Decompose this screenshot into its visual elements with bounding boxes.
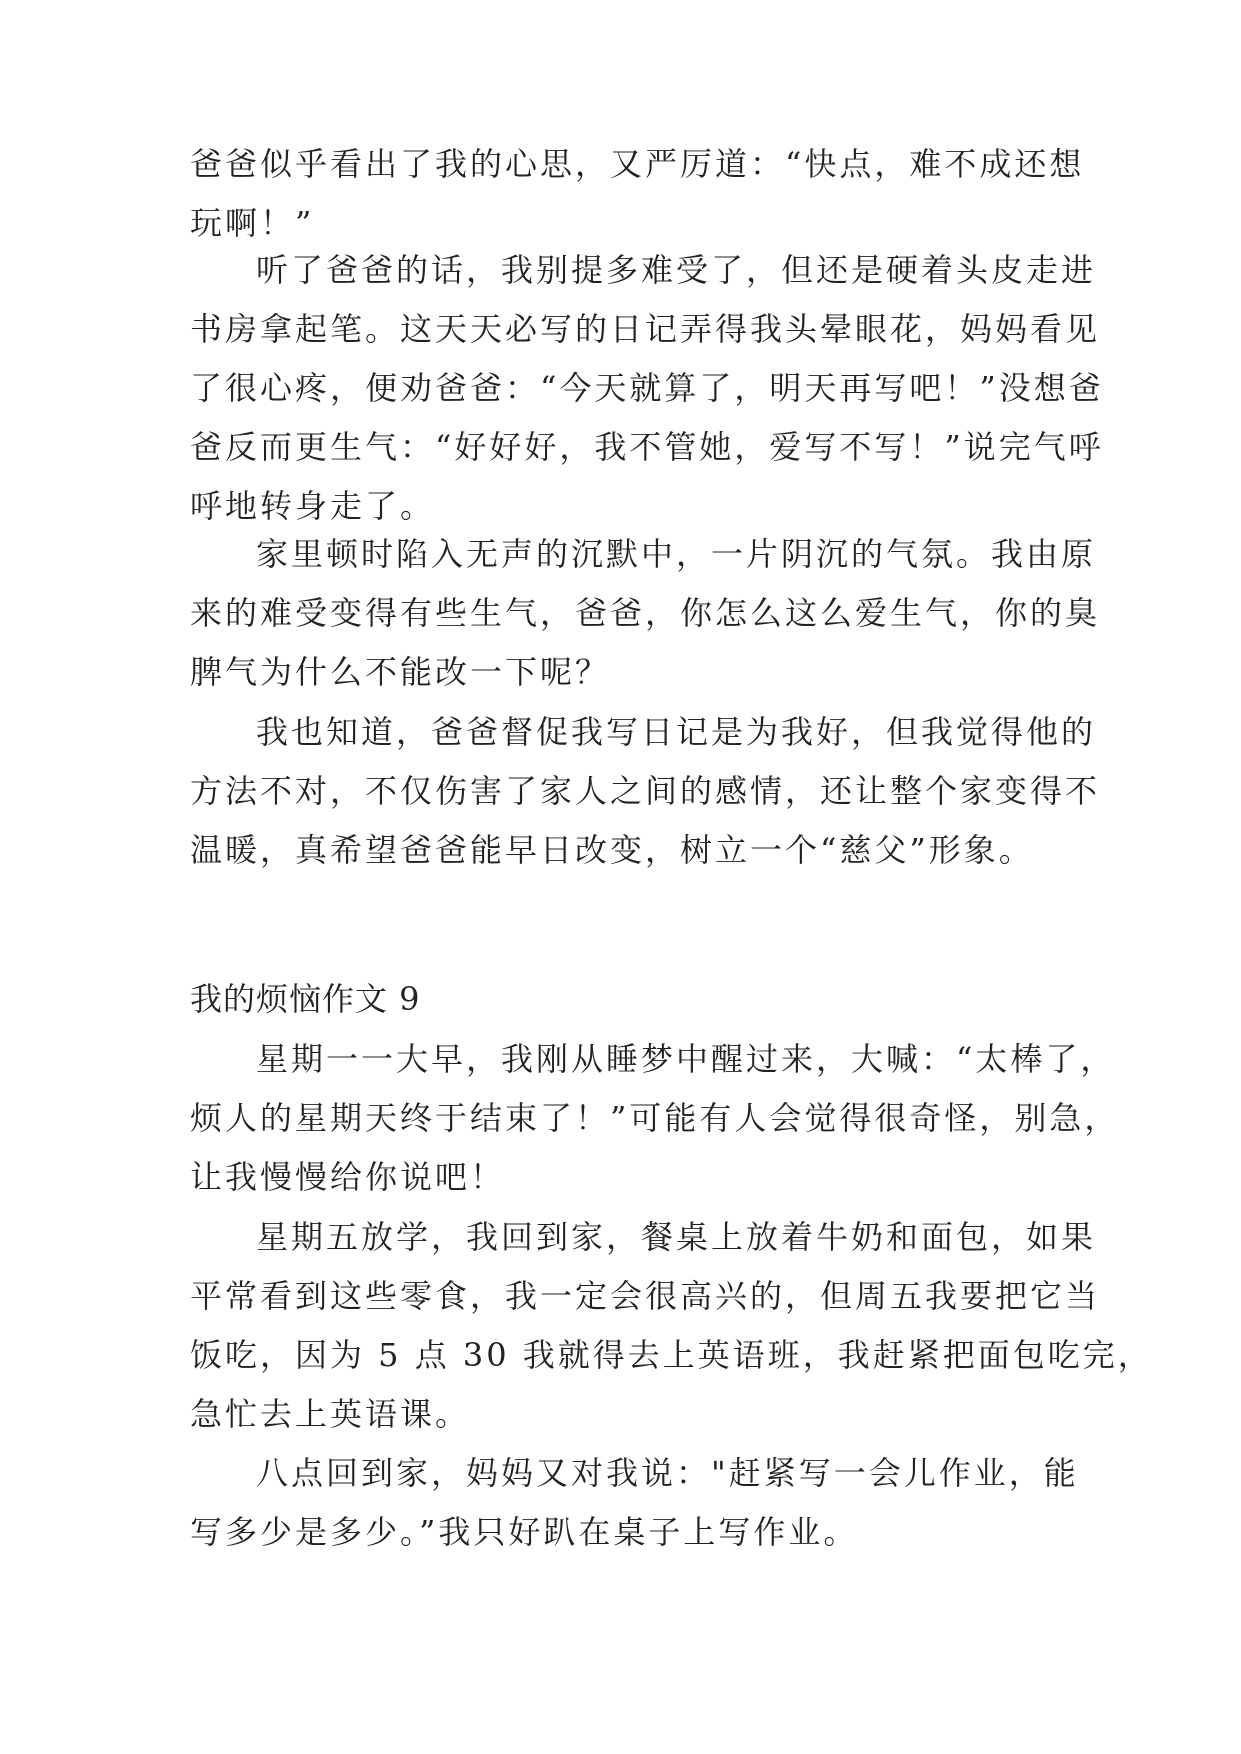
text-line: 平常看到这些零食，我一定会很高兴的，但周五我要把它当: [190, 1277, 1101, 1315]
text-line: 饭吃，因为 5 点 30 我就得去上英语班，我赶紧把面包吃完，: [190, 1336, 1153, 1374]
text-line: 家里顿时陷入无声的沉默中，一片阴沉的气氛。我由原: [256, 535, 1097, 573]
text-line: 我也知道，爸爸督促我写日记是为我好，但我觉得他的: [256, 713, 1097, 751]
paragraph-5: [190, 1030, 1120, 1207]
text-line: 急忙去上英语课。: [190, 1395, 471, 1433]
paragraph-2: [190, 241, 1104, 536]
section-heading: 我的烦恼作文 9: [190, 980, 421, 1018]
text-line: 呼地转身走了。: [190, 487, 436, 525]
text-line: 脾气为什么不能改一下呢？: [190, 653, 611, 691]
text-line: 星期一一大早，我刚从睡梦中醒过来，大喊：“太棒了，: [256, 1040, 1116, 1078]
paragraph-7: [190, 1444, 1079, 1562]
paragraph-4: [190, 703, 1101, 880]
text-line: 了很心疼，便劝爸爸：“今天就算了，明天再写吧！”没想爸: [190, 369, 1104, 407]
text-line: 听了爸爸的话，我别提多难受了，但还是硬着头皮走进: [256, 251, 1097, 289]
text-line: 玩啊！”: [190, 204, 315, 242]
text-line: 写多少是多少。”我只好趴在桌子上写作业。: [190, 1513, 859, 1551]
paragraph-6: [190, 1208, 1153, 1444]
paragraph-3: [190, 525, 1101, 702]
text-line: 爸反而更生气：“好好好，我不管她，爱写不写！”说完气呼: [190, 428, 1104, 466]
text-line: 来的难受变得有些生气，爸爸，你怎么这么爱生气，你的臭: [190, 594, 1101, 632]
text-line: 温暖，真希望爸爸能早日改变，树立一个“慈父”形象。: [190, 831, 1034, 869]
paragraph-1: [190, 135, 1085, 253]
text-line: 烦人的星期天终于结束了！”可能有人会觉得很奇怪，别急，: [190, 1099, 1120, 1137]
text-line: 星期五放学，我回到家，餐桌上放着牛奶和面包，如果: [256, 1218, 1097, 1256]
text-line: 让我慢慢给你说吧！: [190, 1158, 506, 1196]
text-line: 爸爸似乎看出了我的心思，又严厉道：“快点，难不成还想: [190, 145, 1085, 183]
text-line: 八点回到家，妈妈又对我说："赶紧写一会儿作业，能: [256, 1454, 1079, 1492]
text-line: 方法不对，不仅伤害了家人之间的感情，还让整个家变得不: [190, 772, 1101, 810]
text-line: 书房拿起笔。这天天必写的日记弄得我头晕眼花，妈妈看见: [190, 310, 1101, 348]
